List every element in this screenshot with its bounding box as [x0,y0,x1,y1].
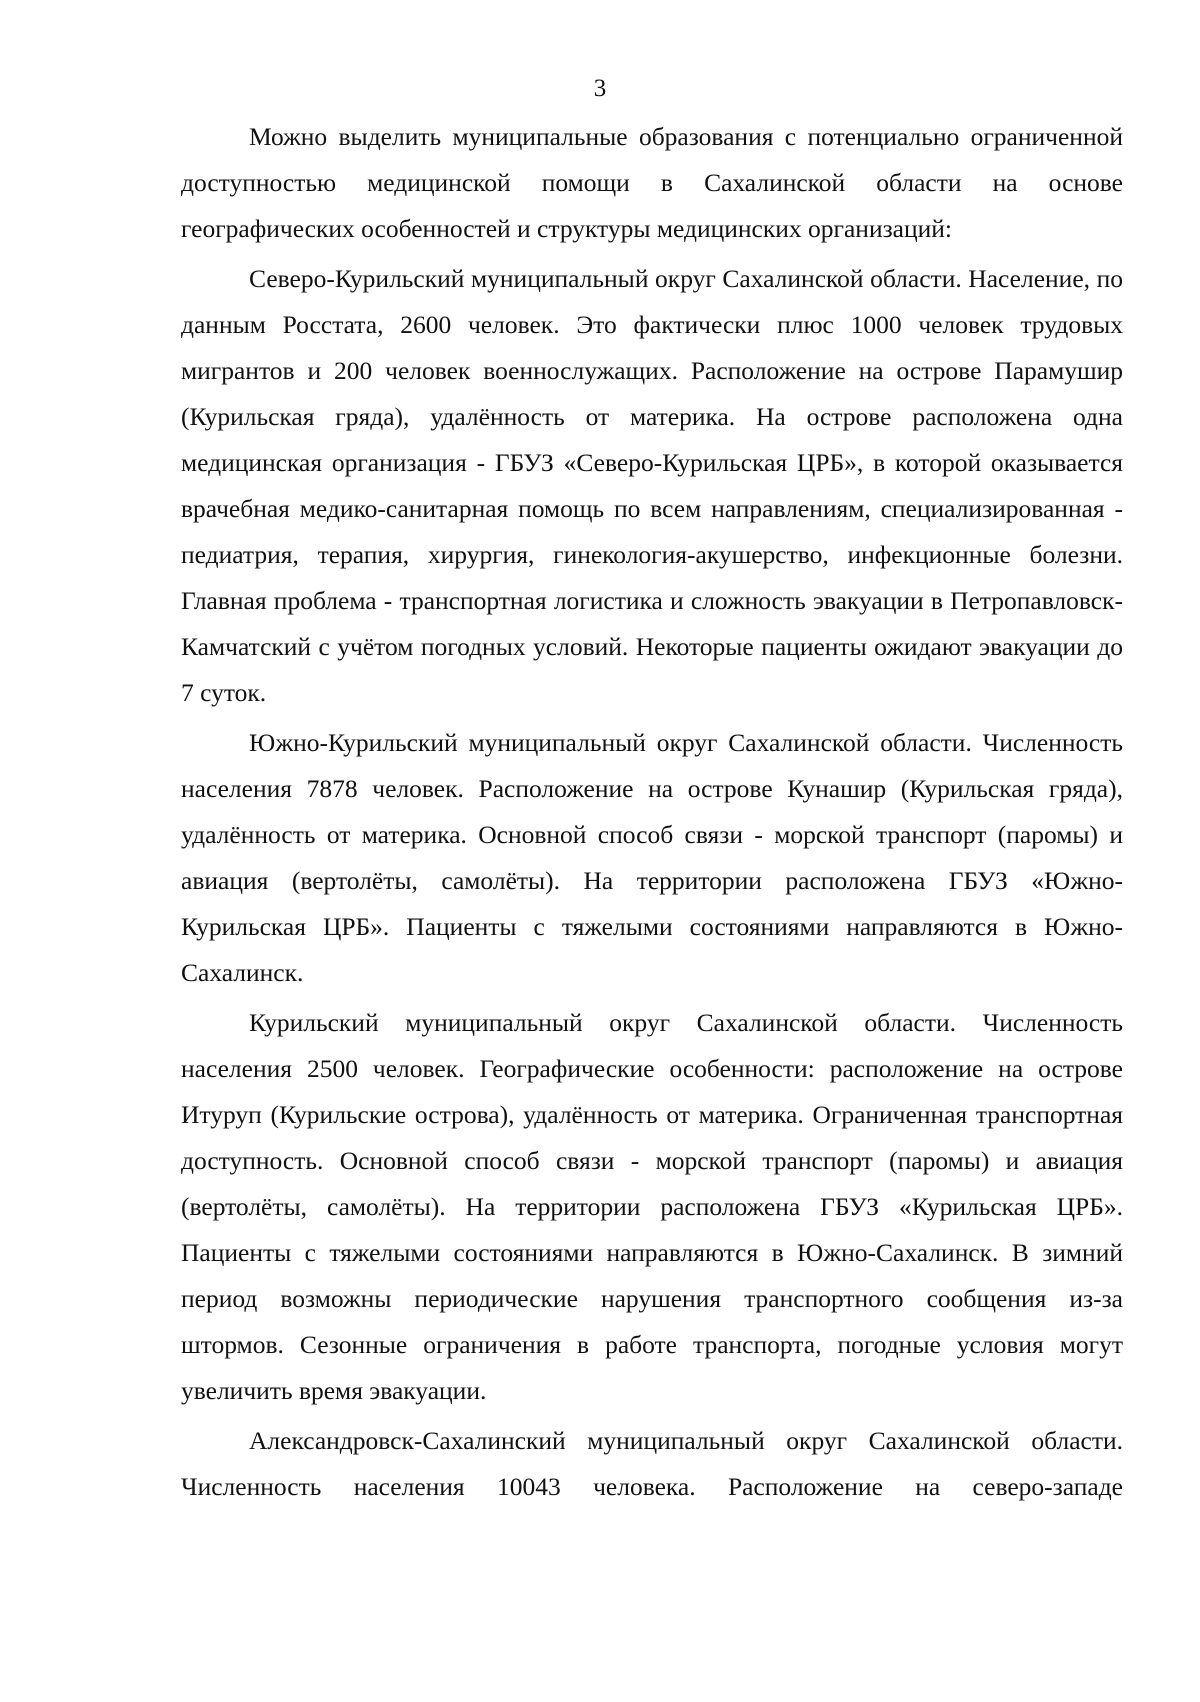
paragraph-aleksandrovsk-sakhalinsky: Александровск-Сахалинский муниципальный округ Сахалинской области. Численность населения 10043 человека. Расположение на северо-западе [181,1426,1123,1501]
paragraph-intro: Можно выделить муниципальные образования с потенциально ограниченной доступностью медицинской помощи в Сахалинской области на основе географических особенностей и структуры медицинских организаций: [181,122,1123,243]
paragraph-kurilsky: Курильский муниципальный округ Сахалинской области. Численность населения 2500 человек. Географические особенности: расположение на острове Итуруп (Курильские острова), удалённость от материка. Ограниченная транспортная доступность. Основной способ связи - морской транспорт (паромы) и авиация (вертолёты, самолёты). На территории расположена ГБУЗ «Курильская ЦРБ». Пациенты с тяжелыми состояниями направляются в Южно-Сахалинск. В зимний период возможны периодические нарушения транспортного сообщения из-за штормов. Сезонные ограничения в работе транспорта, погодные условия могут увеличить время эвакуации. [181,1008,1123,1405]
paragraph-yuzhno-kurilsky: Южно-Курильский муниципальный округ Сахалинской области. Численность населения 7878 человек. Расположение на острове Кунашир (Курильская гряда), удалённость от материка. Основной способ связи - морской транспорт (паромы) и авиация (вертолёты, самолёты). На территории расположена ГБУЗ «Южно-Курильская ЦРБ». Пациенты с тяжелыми состояниями направляются в Южно-Сахалинск. [181,728,1123,987]
document-body [181,114,1123,1510]
page-number: 3 [593,75,607,102]
paragraph-severo-kurilsky: Северо-Курильский муниципальный округ Сахалинской области. Население, по данным Росстата, 2600 человек. Это фактически плюс 1000 человек трудовых мигрантов и 200 человек военнослужащих. Расположение на острове Парамушир (Курильская гряда), удалённость от материка. На острове расположена одна медицинская организация - ГБУЗ «Северо-Курильская ЦРБ», в которой оказывается врачебная медико-санитарная помощь по всем направлениям, специализированная - педиатрия, терапия, хирургия, гинекология-акушерство, инфекционные болезни. Главная проблема - транспортная логистика и сложность эвакуации в Петропавловск-Камчатский с учётом погодных условий. Некоторые пациенты ожидают эвакуации до 7 суток. [181,264,1123,707]
